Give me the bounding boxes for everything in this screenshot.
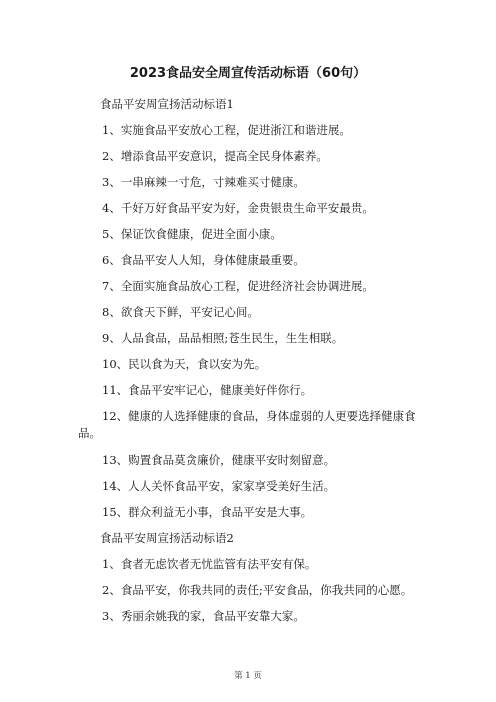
list-item: 1、食者无虑饮者无忧监管有法平安有保。 xyxy=(102,557,317,571)
list-item: 5、保证饮食健康，促进全面小康。 xyxy=(102,227,282,241)
list-item: 6、食品平安人人知，身体健康最重要。 xyxy=(102,253,305,267)
page-number: 第 1 页 xyxy=(234,671,262,681)
document-body xyxy=(78,96,428,634)
list-item: 3、秀丽余姚我的家，食品平安靠大家。 xyxy=(102,609,305,623)
list-item: 15、群众利益无小事，食品平安是大事。 xyxy=(102,505,313,519)
document-title: 2023食品安全周宣传活动标语（60句） xyxy=(129,66,367,81)
list-item: 3、一串麻辣一寸危，寸辣难买寸健康。 xyxy=(102,175,305,189)
list-item: 4、千好万好食品平安为好，金贵银贵生命平安最贵。 xyxy=(102,201,374,215)
list-item: 14、人人关怀食品平安，家家享受美好生活。 xyxy=(102,479,336,493)
list-item: 1、实施食品平安放心工程，促进浙江和谐进展。 xyxy=(102,123,351,137)
list-item: 13、购置食品莫贪廉价，健康平安时刻留意。 xyxy=(102,453,336,467)
section-heading: 食品平安周宣扬活动标语1 xyxy=(100,97,234,111)
list-item: 2、食品平安，你我共同的责任;平安食品，你我共同的心愿。 xyxy=(102,583,413,597)
list-item: 11、食品平安牢记心，健康美好伴你行。 xyxy=(102,383,313,397)
list-item: 8、欲食天下鲜，平安记心间。 xyxy=(102,305,259,319)
section-heading: 食品平安周宣扬活动标语2 xyxy=(100,531,234,545)
list-item: 7、全面实施食品放心工程，促进经济社会协调进展。 xyxy=(102,279,374,293)
list-item: 2、增添食品平安意识，提高全民身体素养。 xyxy=(102,149,328,163)
list-item: 12、健康的人选择健康的食品，身体虚弱的人更要选择健康食品。 xyxy=(78,409,416,440)
list-item: 9、人品食品，品品相照;苍生民生，生生相联。 xyxy=(102,331,344,345)
list-item: 10、民以食为天，食以安为先。 xyxy=(102,357,267,371)
